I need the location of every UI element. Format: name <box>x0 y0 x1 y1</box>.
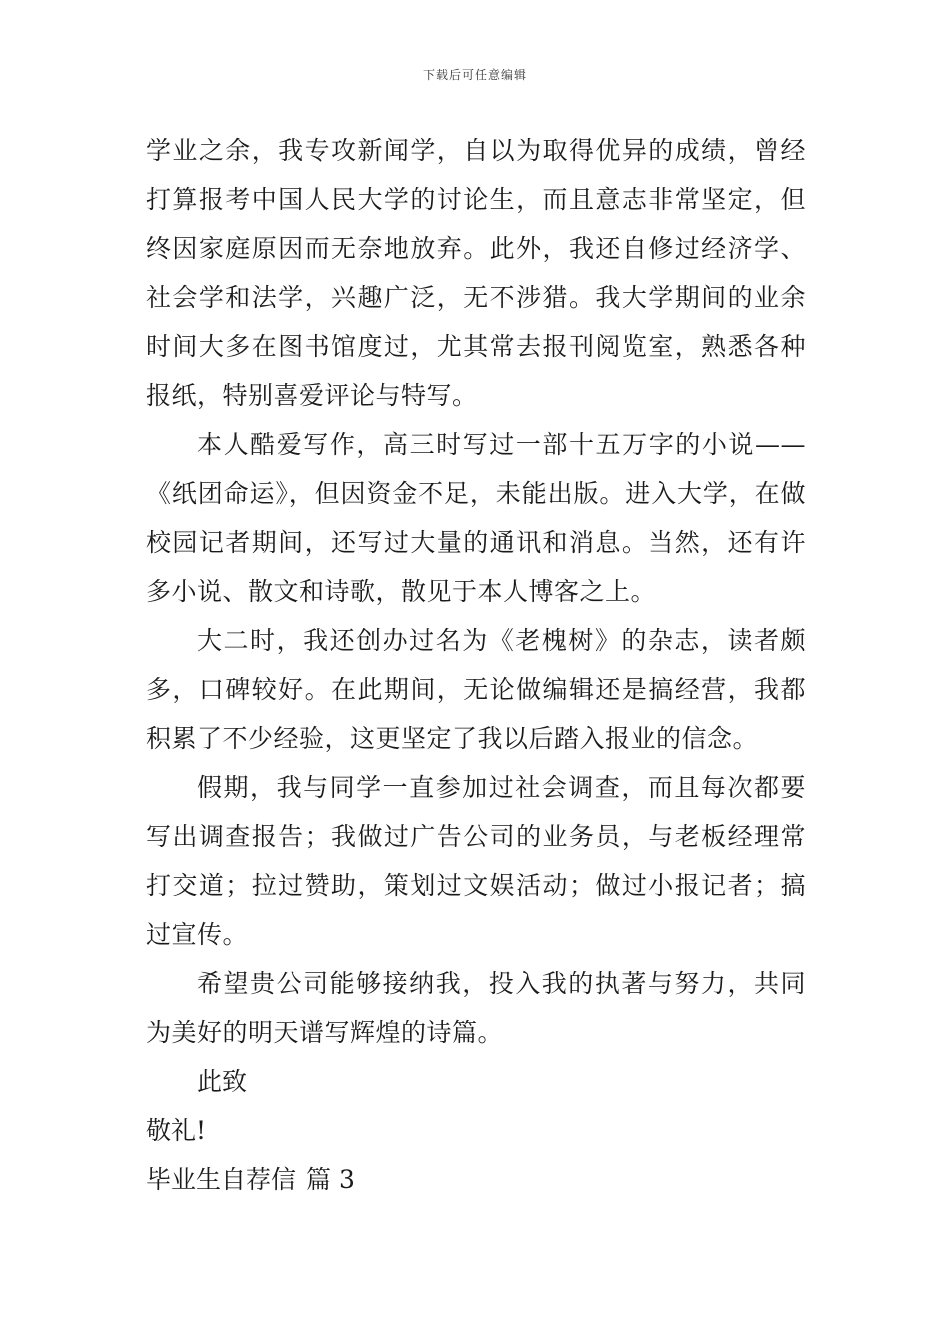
next-letter-heading <box>146 1155 806 1204</box>
paragraph-hope: 希望贵公司能够接纳我，投入我的执著与努力，共同为美好的明天谱写辉煌的诗篇。 <box>146 969 806 1047</box>
paragraph-magazine: 大二时，我还创办过名为《老槐树》的杂志，读者颇多，口碑较好。在此期间，无论做编辑还是搞经营，我都积累了不少经验，这更坚定了我以后踏入报业的信念。 <box>146 626 806 753</box>
letter-body <box>146 126 806 1204</box>
paragraph-vacation: 假期，我与同学一直参加过社会调查，而且每次都要写出调查报告；我做过广告公司的业务员，与老板经理常打交道；拉过赞助，策划过文娱活动；做过小报记者；搞过宣传。 <box>146 773 806 949</box>
paragraph-writing: 本人酷爱写作，高三时写过一部十五万字的小说——《纸团命运》，但因资金不足，未能出版。进入大学，在做校园记者期间，还写过大量的通讯和消息。当然，还有许多小说、散文和诗歌，散见于本人博客之上。 <box>146 430 806 606</box>
closing-line: 此致 <box>197 1067 248 1096</box>
next-letter-number: 篇 3 <box>306 1165 355 1194</box>
salute-line: 敬礼! <box>146 1116 207 1145</box>
page-header-note: 下载后可任意编辑 <box>422 68 527 82</box>
paragraph-studies: 学业之余，我专攻新闻学，自以为取得优异的成绩，曾经打算报考中国人民大学的讨论生，而且意志非常坚定，但终因家庭原因而无奈地放弃。此外，我还自修过经济学、社会学和法学，兴趣广泛，无不涉猎。我大学期间的业余时间大多在图书馆度过，尤其常去报刊阅览室，熟悉各种报纸，特别喜爱评论与特写。 <box>146 136 806 410</box>
next-letter-title: 毕业生自荐信 <box>146 1165 297 1194</box>
